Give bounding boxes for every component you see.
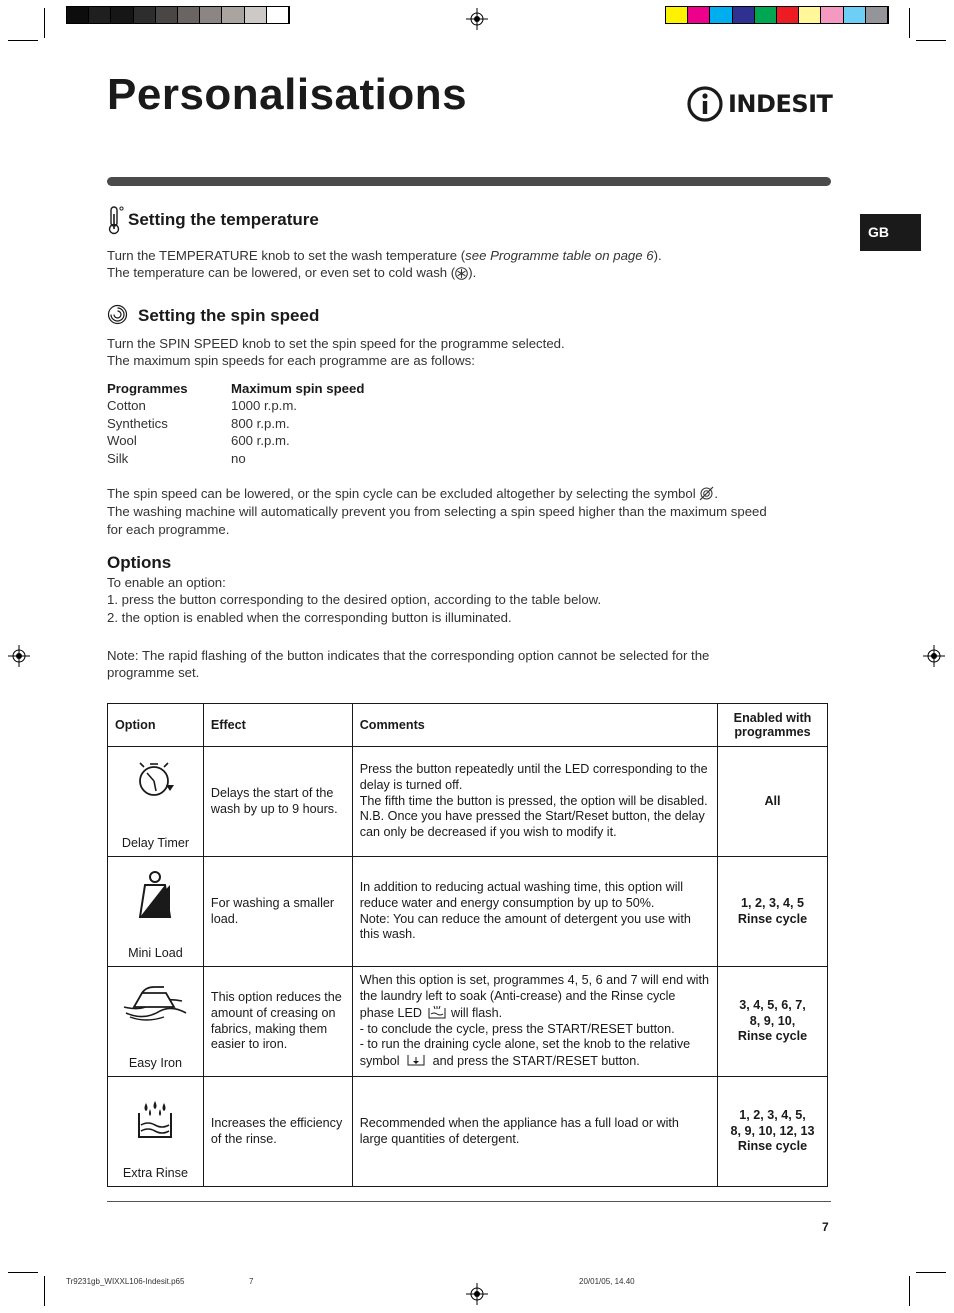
color-swatch [799,7,821,23]
th-comments: Comments [352,704,717,747]
enabled-line: 8, 9, 10, [749,1013,796,1028]
programme-name: Silk [107,450,129,466]
color-swatch [866,7,888,23]
footer-rule [107,1201,831,1202]
enabled-line: Rinse cycle [737,911,808,926]
comment-part: When this option is set, programmes 4, 5, 6 and 7 will end with the laundry left to soak (Anti-crease) and the Rinse cycle phase LED [359,973,709,1020]
enabled-cell [718,747,828,857]
thermometer-icon [107,205,125,235]
options-table [107,703,828,1187]
color-swatch [245,7,267,23]
color-swatch [666,7,688,23]
enabled-cell [718,857,828,967]
temp-line2-post: ). [468,265,477,281]
table-row [108,747,828,857]
th-effect: Effect [203,704,352,747]
color-swatch [111,7,133,23]
color-swatch [710,7,732,23]
color-swatch [777,7,799,23]
easy-iron-icon [120,985,190,1025]
delay-timer-icon [132,759,178,801]
options-note-line1: Note: The rapid flashing of the button indicates that the corresponding option cannot be selected for the [107,648,710,663]
col-programmes: Programmes [107,381,188,396]
temperature-text [107,247,662,282]
programme-name: Synthetics [107,415,168,431]
extra-rinse-icon [135,1099,175,1141]
comment-line: Note: You can reduce the amount of detergent you use with this wash. [359,911,691,942]
option-cell [108,857,204,967]
gray-swatch-bar [66,6,290,24]
spin-intro [107,335,565,370]
comment-line: The fifth time the button is pressed, the option will be disabled. [359,793,708,808]
spin-note2-line1: The washing machine will automatically prevent you from selecting a spin speed higher than the maximum speed [107,504,767,520]
page-number: 7 [822,1220,829,1234]
no-spin-icon [699,486,714,501]
spin-table-row [107,450,364,467]
options-note-line2: programme set. [107,665,200,681]
option-label: Mini Load [128,946,183,961]
spin-intro-line1: Turn the SPIN SPEED knob to set the spin speed for the programme selected. [107,336,565,351]
registration-mark-icon [8,645,30,667]
comment-part: and press the START/RESET button. [429,1054,640,1069]
temp-line1-post: ). [653,248,662,263]
color-swatch [200,7,222,23]
effect-cell: This option reduces the amount of creasing on fabrics, making them easier to iron. [203,967,352,1077]
crop-mark [44,8,45,38]
drain-icon [403,1053,429,1068]
color-swatch [821,7,843,23]
color-swatch-bar [665,6,889,24]
table-header-row [108,704,828,747]
spin-note1-post: . [714,486,718,501]
spin-table-row [107,415,364,432]
footer-date: 20/01/05, 14.40 [579,1277,635,1286]
enabled-line: 8, 9, 10, 12, 13 [730,1123,815,1138]
spin-note1-pre: The spin speed can be lowered, or the spin cycle can be excluded altogether by selecting the symbol [107,486,700,501]
programme-speed: 800 r.p.m. [231,415,290,431]
crop-mark [8,40,38,41]
options-line2: 1. press the button corresponding to the desired option, according to the table below. [107,592,602,608]
comment-line [360,1037,710,1070]
comments-cell [352,857,717,967]
spin-icon [107,304,128,325]
temp-line1-pre: Turn the TEMPERATURE knob to set the wash temperature ( [107,248,466,263]
color-swatch [267,7,289,23]
color-swatch [844,7,866,23]
color-swatch [134,7,156,23]
enabled-cell [718,967,828,1077]
spin-intro-line2: The maximum spin speeds for each programme are as follows: [107,353,475,369]
comment-line: - to conclude the cycle, press the START/RESET button. [359,1021,675,1036]
effect-cell: Increases the efficiency of the rinse. [203,1077,352,1187]
crop-mark [8,1272,38,1273]
comment-line: In addition to reducing actual washing time, this option will reduce water and energy consumption by up to 50%. [359,879,684,910]
table-row [108,857,828,967]
enabled-line: Rinse cycle [737,1029,808,1044]
color-swatch [222,7,244,23]
comment-part: will flash. [447,1005,503,1020]
registration-mark-icon [923,645,945,667]
temp-line1-italic: see Programme table on page 6 [465,248,654,263]
footer-file: Tr9231gb_WIXXL106-Indesit.p65 [66,1277,185,1286]
comment-line [360,973,710,1021]
comments-cell [352,1077,717,1187]
rinse-led-icon [426,1005,448,1020]
spin-heading: Setting the spin speed [138,306,320,325]
crop-mark [909,8,910,38]
table-row [108,967,828,1077]
crop-mark [916,40,946,41]
crop-mark [44,1276,45,1306]
enabled-line: 1, 2, 3, 4, 5, [739,1107,806,1122]
registration-mark-icon [466,1283,488,1305]
brand-name: INDESIT [728,90,833,118]
options-line1: To enable an option: [107,575,226,590]
spin-table-row [107,432,364,449]
comment-part: - to run the draining cycle alone, set the knob to the relative symbol [359,1037,691,1069]
header-rule [107,177,831,186]
option-label: Easy Iron [128,1056,183,1071]
option-cell [108,967,204,1077]
options-instructions [107,574,601,626]
effect-cell: Delays the start of the wash by up to 9 hours. [203,747,352,857]
color-swatch [89,7,111,23]
enabled-cell [718,1077,828,1187]
programme-speed: 600 r.p.m. [231,433,290,449]
programme-speed: 1000 r.p.m. [231,398,297,414]
option-cell [108,1077,204,1187]
comments-cell [352,747,717,857]
options-line3: 2. the option is enabled when the corresponding button is illuminated. [107,609,512,625]
page-title: Personalisations [107,70,468,119]
programme-name: Wool [107,433,137,449]
enabled-line: All [764,793,781,808]
color-swatch [688,7,710,23]
crop-mark [916,1272,946,1273]
option-label: Extra Rinse [122,1166,188,1181]
brand-logo [686,84,832,124]
color-swatch [178,7,200,23]
th-option: Option [108,704,204,747]
comment-line: N.B. Once you have pressed the Start/Reset button, the delay can only be decreased if you wish to modify it. [359,809,705,840]
indesit-logo-icon [686,85,724,123]
spin-table-row [107,397,364,414]
enabled-line: 1, 2, 3, 4, 5 [741,895,805,910]
mini-load-weight-icon [135,869,175,921]
col-max-speed: Maximum spin speed [231,381,365,396]
spin-speed-table [107,380,364,467]
enabled-line: 3, 4, 5, 6, 7, [739,997,806,1012]
table-row [108,1077,828,1187]
registration-mark-icon [466,8,488,30]
options-note [107,647,709,682]
language-tab: GB [860,214,921,251]
color-swatch [755,7,777,23]
footer-file-page: 7 [249,1277,254,1286]
spin-table-header [107,380,364,397]
crop-mark [909,1276,910,1306]
spin-notes [107,485,767,540]
cold-wash-icon [455,267,468,280]
programme-name: Cotton [107,398,146,414]
option-label: Delay Timer [121,836,190,851]
enabled-line: Rinse cycle [737,1139,808,1154]
color-swatch [733,7,755,23]
color-swatch [156,7,178,23]
color-swatch [67,7,89,23]
temperature-heading: Setting the temperature [128,210,319,229]
programme-speed: no [231,450,246,466]
option-cell [108,747,204,857]
temp-line2-pre: The temperature can be lowered, or even set to cold wash ( [107,265,456,281]
th-enabled: Enabled with programmes [718,704,828,747]
comments-cell [352,967,717,1077]
effect-cell: For washing a smaller load. [203,857,352,967]
comment-line: Recommended when the appliance has a full load or with large quantities of detergent. [359,1115,679,1146]
options-heading: Options [107,553,172,572]
spin-note2-line2: for each programme. [107,522,230,538]
comment-line: Press the button repeatedly until the LED corresponding to the delay is turned off. [359,762,708,792]
